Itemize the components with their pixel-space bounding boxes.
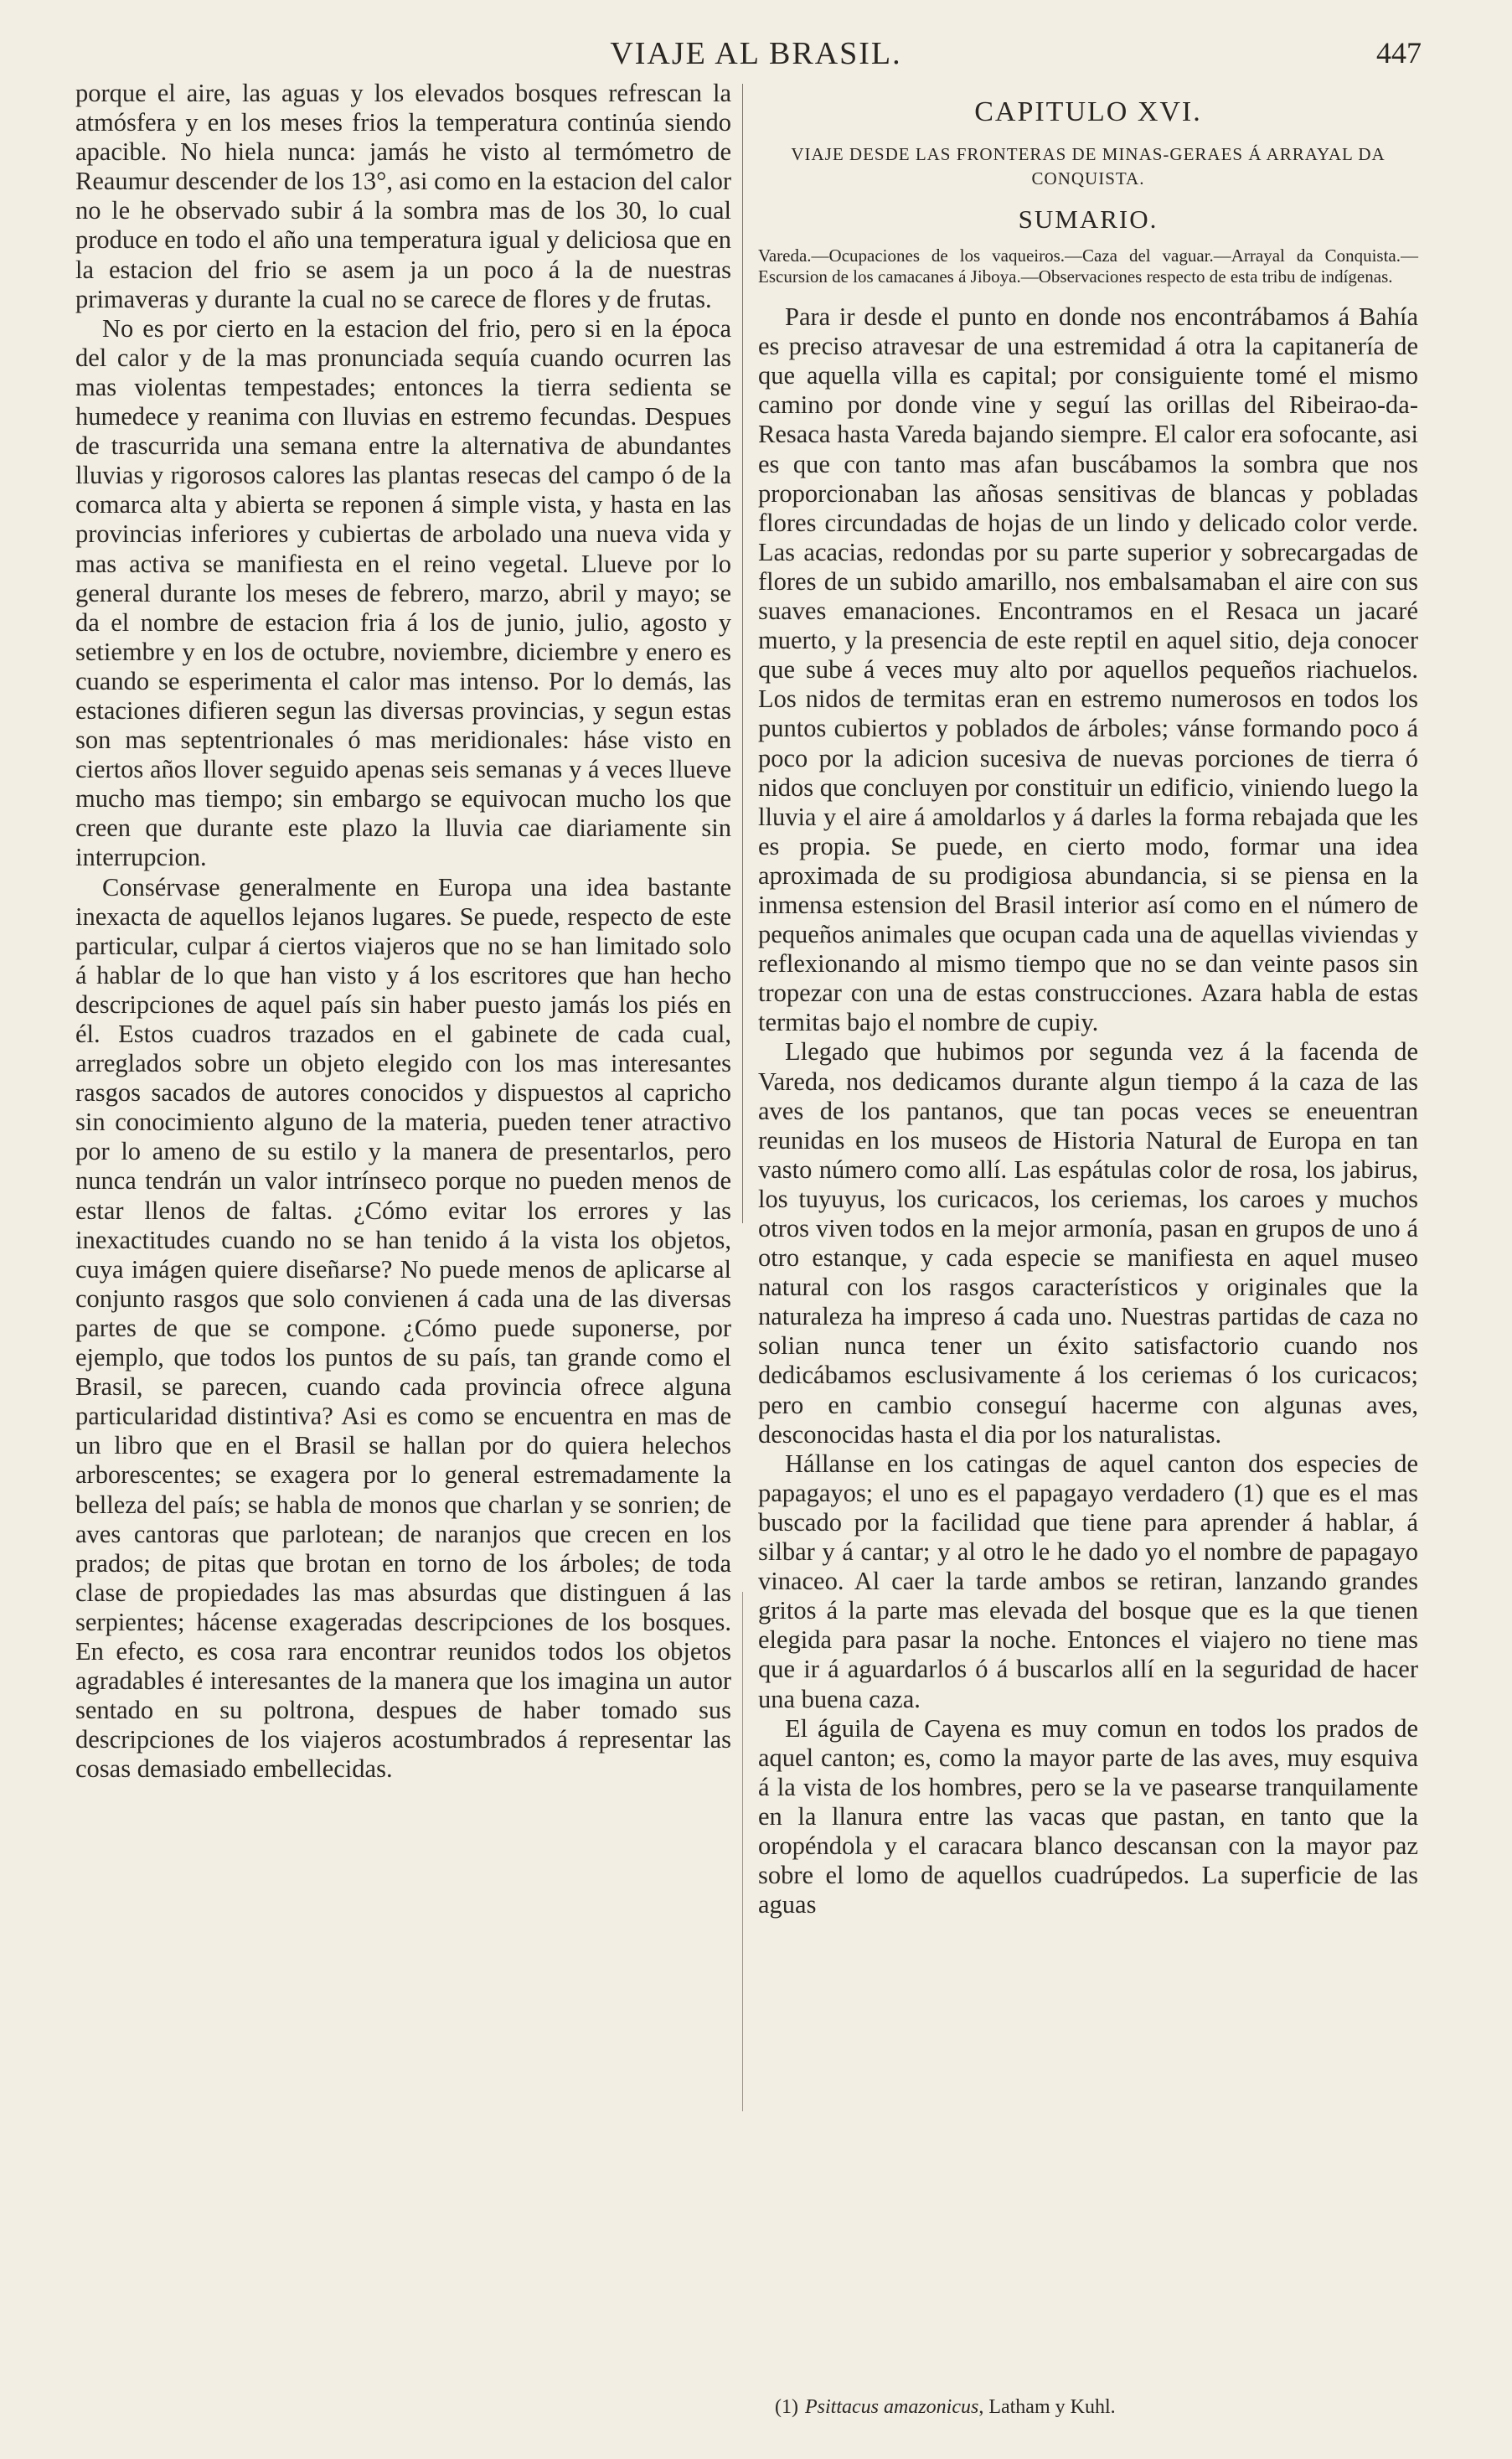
running-head [0,35,1512,77]
column-divider-lower [742,1592,743,2111]
footnote-label: (1) [775,2396,798,2418]
footnote-authors: , Latham y Kuhl. [978,2396,1116,2418]
paragraph: Consérvase generalmente en Europa una idea bastante inexacta de aquellos lejanos lugares. Se puede, respecto de este particular, culpar á ciertos viajeros que no se han limitado solo á hablar de lo que han visto y á los escritores que han hecho descripciones de aquel país sin haber puesto jamás los piés en él. Estos cuadros trazados en el gabinete de cada cual, arreglados sobre un objeto elegido con los mas interesantes rasgos sacados de autores conocidos y dispuestos al capricho sin conocimiento alguno de la materia, pueden tener atractivo por lo ameno de su estilo y la manera de presentarlos, pero nunca tendrán un valor intrínseco porque no pueden menos de estar llenos de faltas. ¿Cómo evitar los errores y las inexactitudes cuando no se han tenido á la vista los objetos, cuya imágen quiere diseñarse? No puede menos de aplicarse al conjunto rasgos que solo convienen á cada una de las diversas partes de que se compone. ¿Cómo puede suponerse, por ejemplo, que todos los puntos de su país, tan grande como el Brasil, se parecen, cuando cada provincia ofrece alguna particularidad distintiva? Asi es como se encuentra en mas de un libro que en el Brasil se hallan por do quiera helechos arborescentes; se exagera por lo general estremadamente la belleza del país; se habla de monos que charlan y se sonrien; de aves cantoras que parlotean; de naranjos que crecen en los prados; de pitas que brotan en torno de los árboles; de toda clase de propiedades las mas absurdas que distinguen á las serpientes; hácense exageradas descripciones de los bosques. En efecto, es cosa rara encontrar reunidos todos los objetos agradables é interesantes de la manera que los imagina un autor sentado en su poltrona, despues de haber tomado sus descripciones de los viajeros acostumbrados á representar las cosas demasiado embellecidas. [75,872,731,1784]
paragraph: Hállanse en los catingas de aquel canton dos especies de papagayos; el uno es el papagayo verdadero (1) que es el mas buscado por la facilidad que tiene para aprender á hablar, á silbar y á cantar; y al otro le he dado yo el nombre de papagayo vinaceo. Al caer la tarde ambos se retiran, lanzando grandes gritos á la parte mas elevada del bosque que es la que tienen elegida para pasar la noche. Entonces el viajero no tiene mas que ir á aguardarlos ó á buscarlos allí en la seguridad de hacer una buena caza. [758,1449,1418,1713]
summary-heading: SUMARIO. [1018,204,1159,234]
right-column [758,79,1418,1919]
left-column [75,79,731,1784]
summary-text: Vareda.—Ocupaciones de los vaqueiros.—Caza del vaguar.—Arrayal da Conquista.—Escursion de los camacanes á Jiboya.—Observaciones respecto de esta tribu de indígenas. [758,245,1418,287]
chapter-heading: CAPITULO XVI. [974,96,1202,127]
chapter-title: VIAJE DESDE LAS FRONTERAS DE MINAS-GERAES Á ARRAYAL DA CONQUISTA. [791,144,1386,189]
footnote-species: Psittacus amazonicus [804,2396,979,2418]
paragraph: Para ir desde el punto en donde nos encontrábamos á Bahía es preciso atravesar de una estremidad á otra la capitanería de que aquella villa es capital; por consiguiente tomé el mismo camino por donde vine y seguí las orillas del Ribeirao-da-Resaca hasta Vareda bajando siempre. El calor era sofocante, asi es que con tanto mas afan buscábamos la sombra que nos proporcionaban las añosas sensitivas de blancas y pobladas flores circundadas de hojas de un lindo y delicado color verde. Las acacias, redondas por su parte superior y sobrecargadas de flores de un subido amarillo, nos embalsamaban el aire con sus suaves emanaciones. Encontramos en el Resaca un jacaré muerto, y la presencia de este reptil en aquel sitio, deja conocer que sube á veces muy alto por aquellos pequeños riachuelos. Los nidos de termitas eran en estremo numerosos en todos los puntos cubiertos y poblados de árboles; vánse formando poco á poco por la adicion sucesiva de nuevas porciones de tierra ó nidos que concluyen por constituir un edificio, viniendo luego la lluvia y el aire á amoldarlos y á darles la forma rebajada que les es propia. Se puede, en cierto modo, formar una idea aproximada de su prodigiosa abundancia, si se piensa en la inmensa estension del Brasil interior así como en el número de pequeños animales que ocupan cada una de aquellas viviendas y reflexionando al mismo tiempo que no se dan veinte pasos sin tropezar con una de estas construcciones. Azara habla de estas termitas bajo el nombre de cupiy. [758,302,1418,1037]
footnote [775,2396,1361,2419]
paragraph: El águila de Cayena es muy comun en todos los prados de aquel canton; es, como la mayor parte de las aves, muy esquiva á la vista de los hombres, pero se la ve pasearse tranquilamente en la llanura entre las vacas que pastan, en tanto que la oropéndola y el caracara blanco descansan con la mayor paz sobre el lomo de aquellos cuadrúpedos. La superficie de las aguas [758,1713,1418,1919]
paragraph: Llegado que hubimos por segunda vez á la facenda de Vareda, nos dedicamos durante algun tiempo á la caza de las aves de los pantanos, que tan pocas veces se eneuentran reunidas en los museos de Historia Natural de Europa en tan vasto número como allí. Las espátulas color de rosa, los jabirus, los tuyuyus, los curicacos, los ceriemas, los caroes y muchos otros viven todos en la mejor armonía, pasan en grupos de uno á otro estanque, y cada especie se manifiesta en aquel museo natural con los rasgos característicos y originales que la naturaleza ha impreso á cada uno. Nuestras partidas de caza no solian nunca tener un éxito satisfactorio cuando nos dedicábamos esclusivamente á los ceriemas ó los curicacos; pero en cambio conseguí hacerme con algunas aves, desconocidas hasta el dia por los naturalistas. [758,1037,1418,1449]
column-divider [742,84,743,1223]
page-number: 447 [1376,36,1422,70]
running-title: VIAJE AL BRASIL. [610,36,902,71]
paragraph: porque el aire, las aguas y los elevados bosques refrescan la atmósfera y en los meses frios la temperatura continúa siendo apacible. No hiela nunca: jamás he visto al termómetro de Reaumur descender de los 13°, asi como en la estacion del calor no le he observado subir á la sombra mas de los 30, lo cual produce en todo el año una temperatura igual y deliciosa que en la estacion del frio se asem ja un poco á la de nuestras primaveras y durante la cual no se carece de flores y de frutas. [75,79,731,313]
paragraph: No es por cierto en la estacion del frio, pero si en la época del calor y de la mas pronunciada sequía cuando ocurren las mas violentas tempestades; entonces la tierra sedienta se humedece y reanima con lluvias en estremo fecundas. Despues de trascurrida una semana entre la alternativa de abundantes lluvias y rigorosos calores las plantas resecas del campo ó de la comarca alta y abierta se reponen á simple vista, y hasta en las provincias inferiores y cubiertas de arbolado una nueva vida y mas activa se manifiesta en el reino vegetal. Llueve por lo general durante los meses de febrero, marzo, abril y mayo; se da el nombre de estacion fria á los de junio, julio, agosto y setiembre y en los de octubre, noviembre, diciembre y enero es cuando se esperimenta el calor mas intenso. Por lo demás, las estaciones difieren segun las diversas provincias, y segun estas son mas septentrionales ó mas meridionales: háse visto en ciertos años llover seguido apenas seis semanas y á veces llueve mucho mas tiempo; sin embargo se equivocan mucho los que creen que durante este plazo la lluvia cae diariamente sin interrupcion. [75,313,731,872]
